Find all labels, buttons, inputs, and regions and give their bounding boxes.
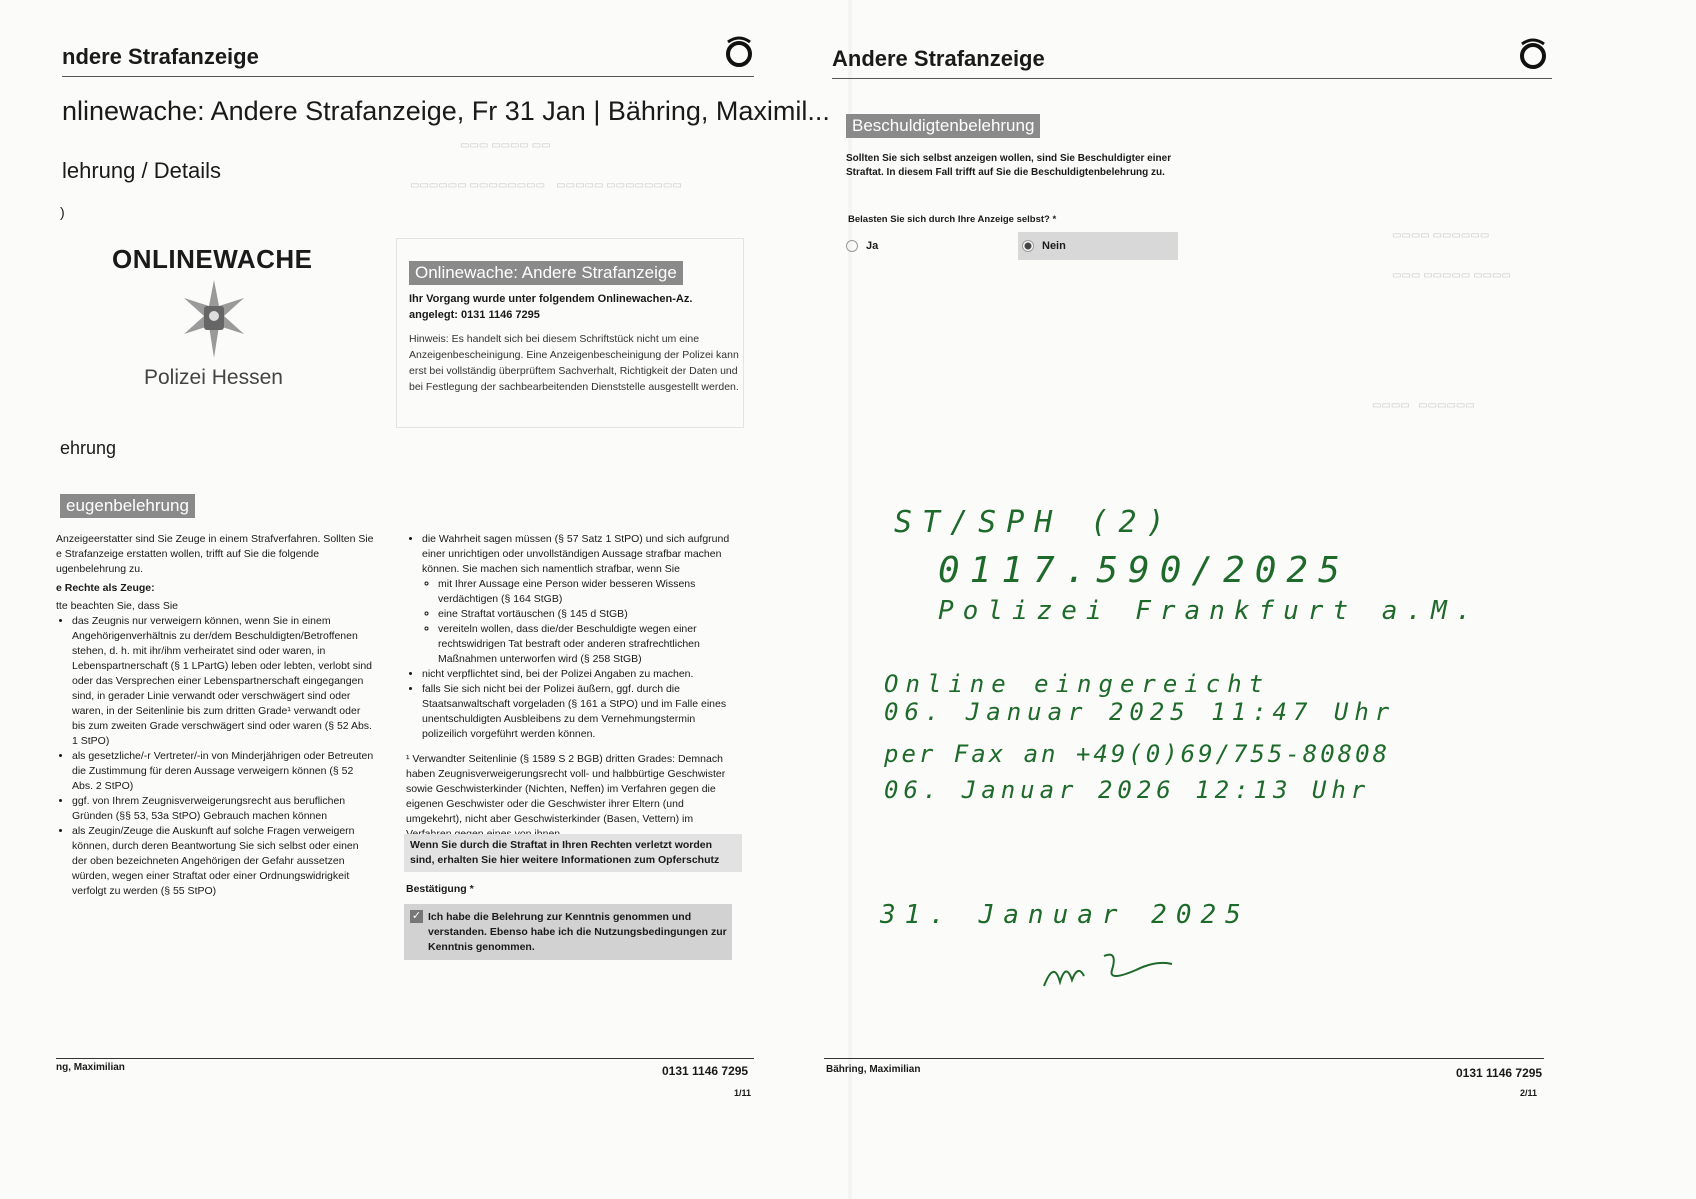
- info-bold-text: Ihr Vorgang wurde unter folgendem Onlinewachen-Az. angelegt: 0131 1146 7295: [409, 293, 693, 321]
- handwritten-note: ST/SPH (2): [894, 505, 1175, 540]
- list-item: • als gesetzliche/-r Vertreter/-in von Minderjährigen oder Betreuten die Zustimmung für deren Aussage verweigern können (§ 52 Abs. 2 StPO): [72, 749, 376, 794]
- list-item: • das Zeugnis nur verweigern können, wenn Sie in einem Angehörigenverhältnis zu der/dem Beschuldigten/Betroffenen stehen, d. h. mit ihr/ihm verheiratet sind oder waren, in Lebenspartnerschaft (§ 1 LPartG) leben oder lebten, verlobt sind oder das Versprechen einer Lebenspartnerschaft eingegangen sind, in gerader Linie verwandt oder verschwägert sind oder waren, in der Seitenlinie bis zum dritten Grade¹ verwandt oder bis zum zweiten Grade verschwägert sind oder waren (§ 52 Abs. 1 StPO): [72, 614, 376, 749]
- handwritten-note: 06. Januar 2025 11:47 Uhr: [884, 698, 1396, 726]
- bleed-through-text: ▭▭▭ ▭▭▭▭▭ ▭▭▭▭: [1392, 270, 1511, 281]
- footer-rule: [824, 1058, 1544, 1059]
- list-item: • als Zeugin/Zeuge die Auskunft auf solche Fragen verweigern können, durch deren Beantwortung Sie sich selbst oder einen der oben bezeichneten Angehörigen der Gefahr aussetzen würden, wegen einer Straftat oder einer Ordnungswidrigkeit verfolgt zu werden (§ 55 StPO): [72, 824, 376, 899]
- victim-info-box[interactable]: Wenn Sie durch die Straftat in Ihren Rechten verletzt worden sind, erhalten Sie hier weitere Informationen zum Opferschutz: [404, 834, 742, 872]
- intro-text: Sollten Sie sich selbst anzeigen wollen, sind Sie Beschuldigter einer Straftat. In diesem Fall trifft auf Sie die Beschuldigtenbelehrung zu.: [846, 153, 1172, 178]
- bleed-through-text: ▭▭▭▭ ▭▭▭▭▭▭: [1392, 230, 1490, 241]
- option-no[interactable]: Nein: [1018, 232, 1178, 260]
- radio-selected-icon[interactable]: [1022, 240, 1034, 252]
- case-title: nlinewache: Andere Strafanzeige, Fr 31 Jan | Bähring, Maximil...: [62, 96, 830, 126]
- list-item: • die Wahrheit sagen müssen (§ 57 Satz 1 StPO) und sich aufgrund einer unrichtigen oder unvollständigen Aussage strafbar machen können. Sie machen sich namentlich strafbar, wenn Sie ◦ mit Ihrer Aussage eine Person wider besseren Wissens verdächtigen (§ 164 StGB) ◦ eine Straftat vortäuschen (§ 145 d StGB) ◦ vereiteln wollen, dass die/der Beschuldigte wegen einer rechtswidrigen Tat bestraft oder anderen strafrechtlichen Maßnahmen unterworfen wird (§ 258 StGB): [422, 532, 732, 667]
- section-title: lehrung / Details: [62, 158, 221, 183]
- polizei-hessen-label: Polizei Hessen: [144, 366, 283, 389]
- page-header-title: ndere Strafanzeige: [62, 44, 259, 69]
- list-item: • ggf. von Ihrem Zeugnisverweigerungsrecht aus beruflichen Gründen (§§ 53, 53a StPO) Gebrauch machen können: [72, 794, 376, 824]
- polizei-logo-icon: [722, 34, 756, 68]
- header-rule: [832, 78, 1552, 79]
- bleed-through-text: ▭▭▭▭ ▭▭▭▭▭▭: [1372, 400, 1475, 411]
- handwritten-note: 0117.590/2025: [938, 550, 1350, 591]
- list-item: ◦ mit Ihrer Aussage eine Person wider besseren Wissens verdächtigen (§ 164 StGB): [438, 577, 732, 607]
- police-star-icon: [178, 278, 250, 360]
- handwritten-signature: [1040, 936, 1180, 992]
- left-column: [56, 532, 376, 899]
- self-incrimination-question: Belasten Sie sich durch Ihre Anzeige selbst? *: [848, 214, 1057, 225]
- zeugenbelehrung-heading: eugenbelehrung: [60, 494, 195, 518]
- sub-list: [422, 577, 732, 667]
- handwritten-note: per Fax an +49(0)69/755-80808: [884, 740, 1391, 768]
- list-item: ◦ vereiteln wollen, dass die/der Beschuldigte wegen einer rechtswidrigen Tat bestraft oder anderen strafrechtlichen Maßnahmen unterworfen wird (§ 258 StGB): [438, 622, 732, 667]
- list-item: ◦ eine Straftat vortäuschen (§ 145 d StGB): [438, 607, 732, 622]
- footer-case-number: 0131 1146 7295: [1456, 1066, 1543, 1080]
- handwritten-note: 06. Januar 2026 12:13 Uhr: [884, 776, 1371, 804]
- right-column: [406, 532, 732, 842]
- info-heading: Onlinewache: Andere Strafanzeige: [409, 261, 683, 285]
- checkbox-checked-icon[interactable]: ✓: [411, 910, 422, 922]
- bleed-through-text: ▭▭▭▭▭▭ ▭▭▭▭▭▭▭▭ ▭▭▭▭▭ ▭▭▭▭▭▭▭▭: [410, 180, 682, 191]
- footer-case-number: 0131 1146 7295: [662, 1064, 749, 1078]
- confirm-label: Bestätigung *: [406, 883, 474, 895]
- option-yes[interactable]: Ja: [846, 232, 1016, 260]
- handwritten-note: Polizei Frankfurt a.M.: [938, 596, 1481, 626]
- footnote: ¹ Verwandter Seitenlinie (§ 1589 S 2 BGB) dritten Grades: Demnach haben Zeugnisverweigerungsrecht voll- und halbbürtige Geschwister sowie Geschwisterkinder (Nichten, Neffen) im Verfahren gegen die eigenen Geschwister oder die Geschwister ihrer Eltern (und umgekehrt), nicht aber Geschwisterkinder (Basen, Vettern) im: [406, 753, 726, 825]
- belehrung-heading: ehrung: [60, 438, 117, 458]
- duties-list: [406, 532, 732, 742]
- info-box: [396, 238, 744, 428]
- polizei-logo-icon: [1516, 36, 1550, 70]
- confirm-text: Ich habe die Belehrung zur Kenntnis genommen und verstanden. Ebenso habe ich die Nutzungsbedingungen zur Kenntnis genommen.: [428, 911, 727, 953]
- page-number: 1/11: [734, 1088, 752, 1098]
- page-number: 2/11: [1520, 1088, 1538, 1098]
- onlinewache-brand: ONLINEWACHE: [112, 244, 313, 274]
- footer-name: ng, Maximilian: [56, 1062, 125, 1073]
- beschuldigten-heading: Beschuldigtenbelehrung: [846, 114, 1040, 138]
- document-page-2: [826, 0, 1696, 1199]
- radio-icon[interactable]: [846, 240, 858, 252]
- rights-list: [56, 614, 376, 899]
- confirm-box: [404, 904, 732, 960]
- rights-heading: e Rechte als Zeuge:: [56, 582, 155, 594]
- list-item: • falls Sie sich nicht bei der Polizei äußern, ggf. durch die Staatsanwaltschaft vorgeladen (§ 161 a StPO) und im Falle eines unentschuldigten Ausbleibens zu dem Vernehmungstermin polizeilich vorgeführt werden können.: [422, 682, 732, 742]
- page-header-title: Andere Strafanzeige: [832, 46, 1045, 71]
- bracket-text: ): [60, 204, 65, 220]
- handwritten-note: Online eingereicht: [884, 670, 1271, 698]
- list-item: • nicht verpflichtet sind, bei der Polizei Angaben zu machen.: [422, 667, 732, 682]
- handwritten-date: 31. Januar 2025: [880, 900, 1250, 930]
- rights-lead: tte beachten Sie, dass Sie: [56, 600, 178, 612]
- intro-text: Anzeigeerstatter sind Sie Zeuge in einem Strafverfahren. Sollten Sie e Strafanzeige erstatten wollen, trifft auf Sie die folgende ugenbelehrung zu.: [56, 533, 374, 575]
- bleed-through-text: ▭▭▭ ▭▭▭▭ ▭▭: [460, 140, 551, 151]
- footer-name: Bähring, Maximilian: [826, 1064, 921, 1075]
- header-rule: [62, 76, 754, 77]
- info-hint-text: Hinweis: Es handelt sich bei diesem Schriftstück nicht um eine Anzeigenbescheinigung. Eine Anzeigenbescheinigung der Polizei kann erst bei vollständig überprüftem Sachverhalt, Richtigkeit der Daten und bei Festlegung der sachbearbeitenden Dienststelle ausgestellt werden.: [409, 333, 739, 393]
- footer-rule: [56, 1058, 754, 1059]
